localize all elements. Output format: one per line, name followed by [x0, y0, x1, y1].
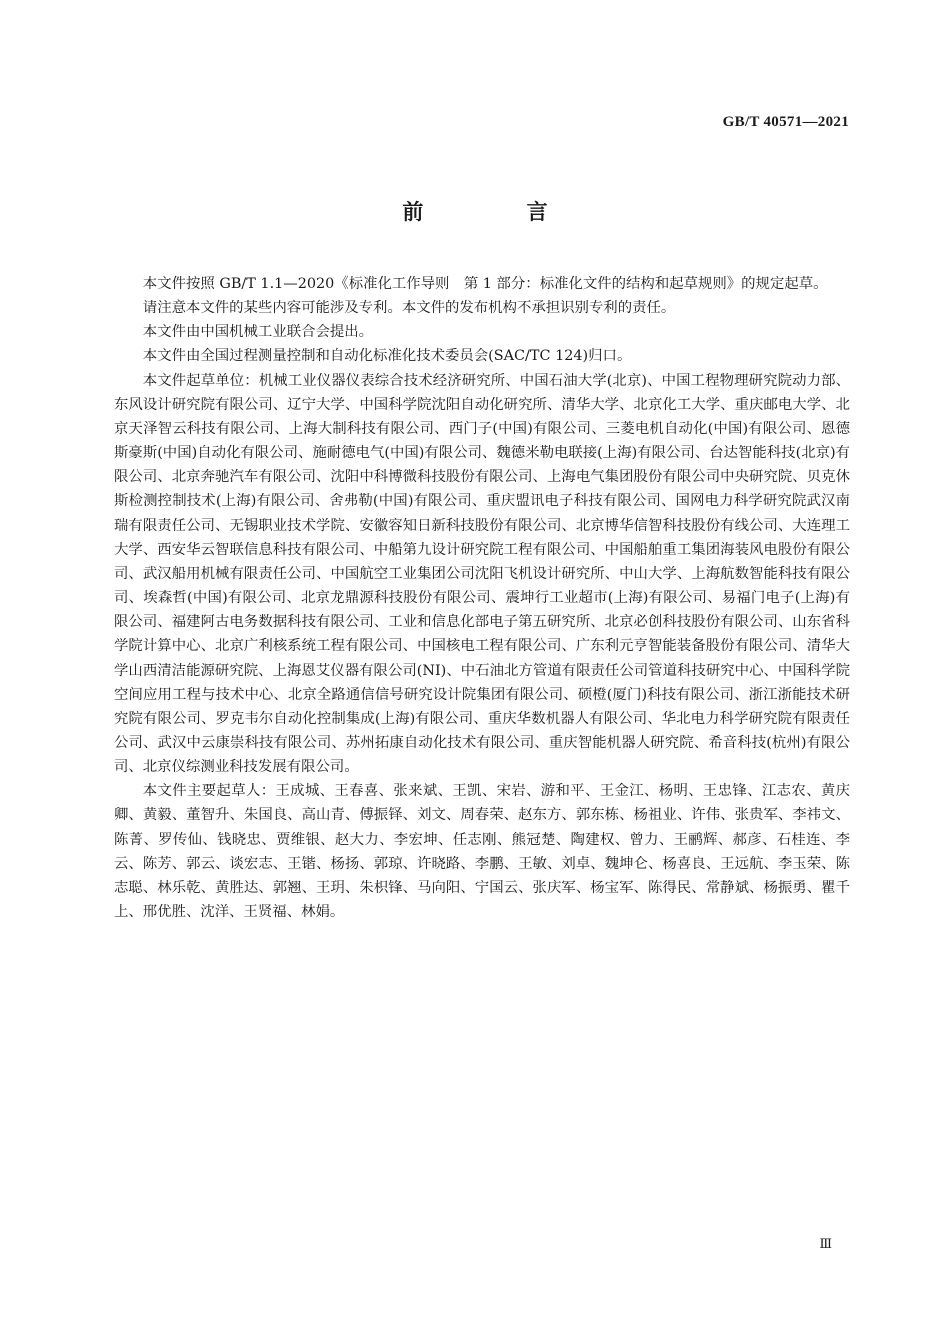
- page-title: 前 言: [402, 200, 596, 224]
- paragraph-proposer: 本文件由中国机械工业联合会提出。: [142, 324, 374, 341]
- paragraph-drafting-units: 本文件起草单位：机械工业仪器仪表综合技术经济研究所、中国石油大学(北京)、中国工程物理研究院动力部、东风设计研究院有限公司、辽宁大学、中国科学院沈阳自动化研究所、清华大学、北京化工大学、重庆邮电大学、北京天泽智云科技有限公司、上海大制科技有限公司、西门子(中国)有限公司、三菱电机自动化(中国)有限公司、恩德斯豪斯(中国)自动化有限公司、施耐德电气(中国)有限公司、魏德米勒电联接(上海)有限公司、台达智能科技(北京)有限公司、北京奔驰汽车有限公司、沈阳中科博微科技股份有限公司、上海电气集团股份有限公司中央研究院、贝克休斯检测控制技术(上海)有限公司、舍弗勒(中国)有限公司、重庆盟讯电子科技有限公司、国网电力科学研究院武汉南瑞有限责任公司、无锡职业技术学院、安徽容知日新科技股份有限公司、北京博华信智科技股份有线公司、大连理工大学、西安华云智联信息科技有限公司、中船第九设计研究院工程有限公司、中国船舶重工集团海装风电股份有限公司、武汉船用机械有限责任公司、中国航空工业集团公司沈阳飞机设计研究所、中山大学、上海航数智能科技有限公司、埃森哲(中国)有限公司、北京龙鼎源科技股份有限公司、震坤行工业超市(上海)有限公司、易福门电子(上海)有限公司、福建阿古电务数据科技有限公司、工业和信息化部电子第五研究所、北京必创科技股份有限公司、山东省科学院计算中心、北京广利核系统工程有限公司、中国核电工程有限公司、广东利元亨智能装备股份有限公司、清华大学山西清洁能源研究院、上海恩艾仪器有限公司(NI)、中石油北方管道有限责任公司管道科技研究中心、中国科学院空间应用工程与技术中心、北京全路通信信号研究设计院集团有限公司、硕橙(厦门)科技有限公司、浙江浙能技术研究院有限公司、罗克韦尔自动化控制集成(上海)有限公司、重庆华数机器人有限公司、华北电力科学研究院有限责任公司、武汉中云康崇科技有限公司、苏州拓康自动化技术有限公司、重庆智能机器人研究院、希音科技(杭州)有限公司、北京仪综测业科技发展有限公司。: [114, 372, 850, 776]
- page-number: Ⅲ: [819, 1236, 832, 1251]
- document-body: [114, 272, 850, 924]
- paragraph-drafting-rules: 本文件按照 GB/T 1.1—2020《标准化工作导则 第 1 部分：标准化文件的结构和起草规则》的规定起草。: [142, 276, 828, 292]
- paragraph-patent-notice: 请注意本文件的某些内容可能涉及专利。本文件的发布机构不承担识别专利的责任。: [142, 300, 676, 317]
- paragraph-drafters: 本文件主要起草人：王成城、王春喜、张来斌、王凯、宋岩、游和平、王金江、杨明、王忠锋、江志农、黄庆卿、黄毅、董智升、朱国良、高山青、傅振铎、刘文、周春荣、赵东方、郭东栋、杨祖业、许伟、张贵军、李祎文、陈菁、罗传仙、钱晓忠、贾维银、赵大力、李宏坤、任志刚、熊冠楚、陶建权、曾力、王鹂辉、郝彦、石桂连、李云、陈芳、郭云、谈宏志、王锴、杨扬、郭琼、许晓路、李鹏、王敏、刘卓、魏坤仑、杨喜良、王远航、李玉荣、陈志聪、林乐乾、黄胜达、郭翘、王玥、朱枳锋、马向阳、宁国云、张庆军、杨宝军、陈得民、常静斌、杨振勇、瞿千上、邢优胜、沈洋、王贤福、林娟。: [114, 783, 850, 921]
- standard-number: GB/T 40571—2021: [722, 114, 849, 130]
- paragraph-committee: 本文件由全国过程测量控制和自动化标准化技术委员会(SAC/TC 124)归口。: [142, 348, 632, 365]
